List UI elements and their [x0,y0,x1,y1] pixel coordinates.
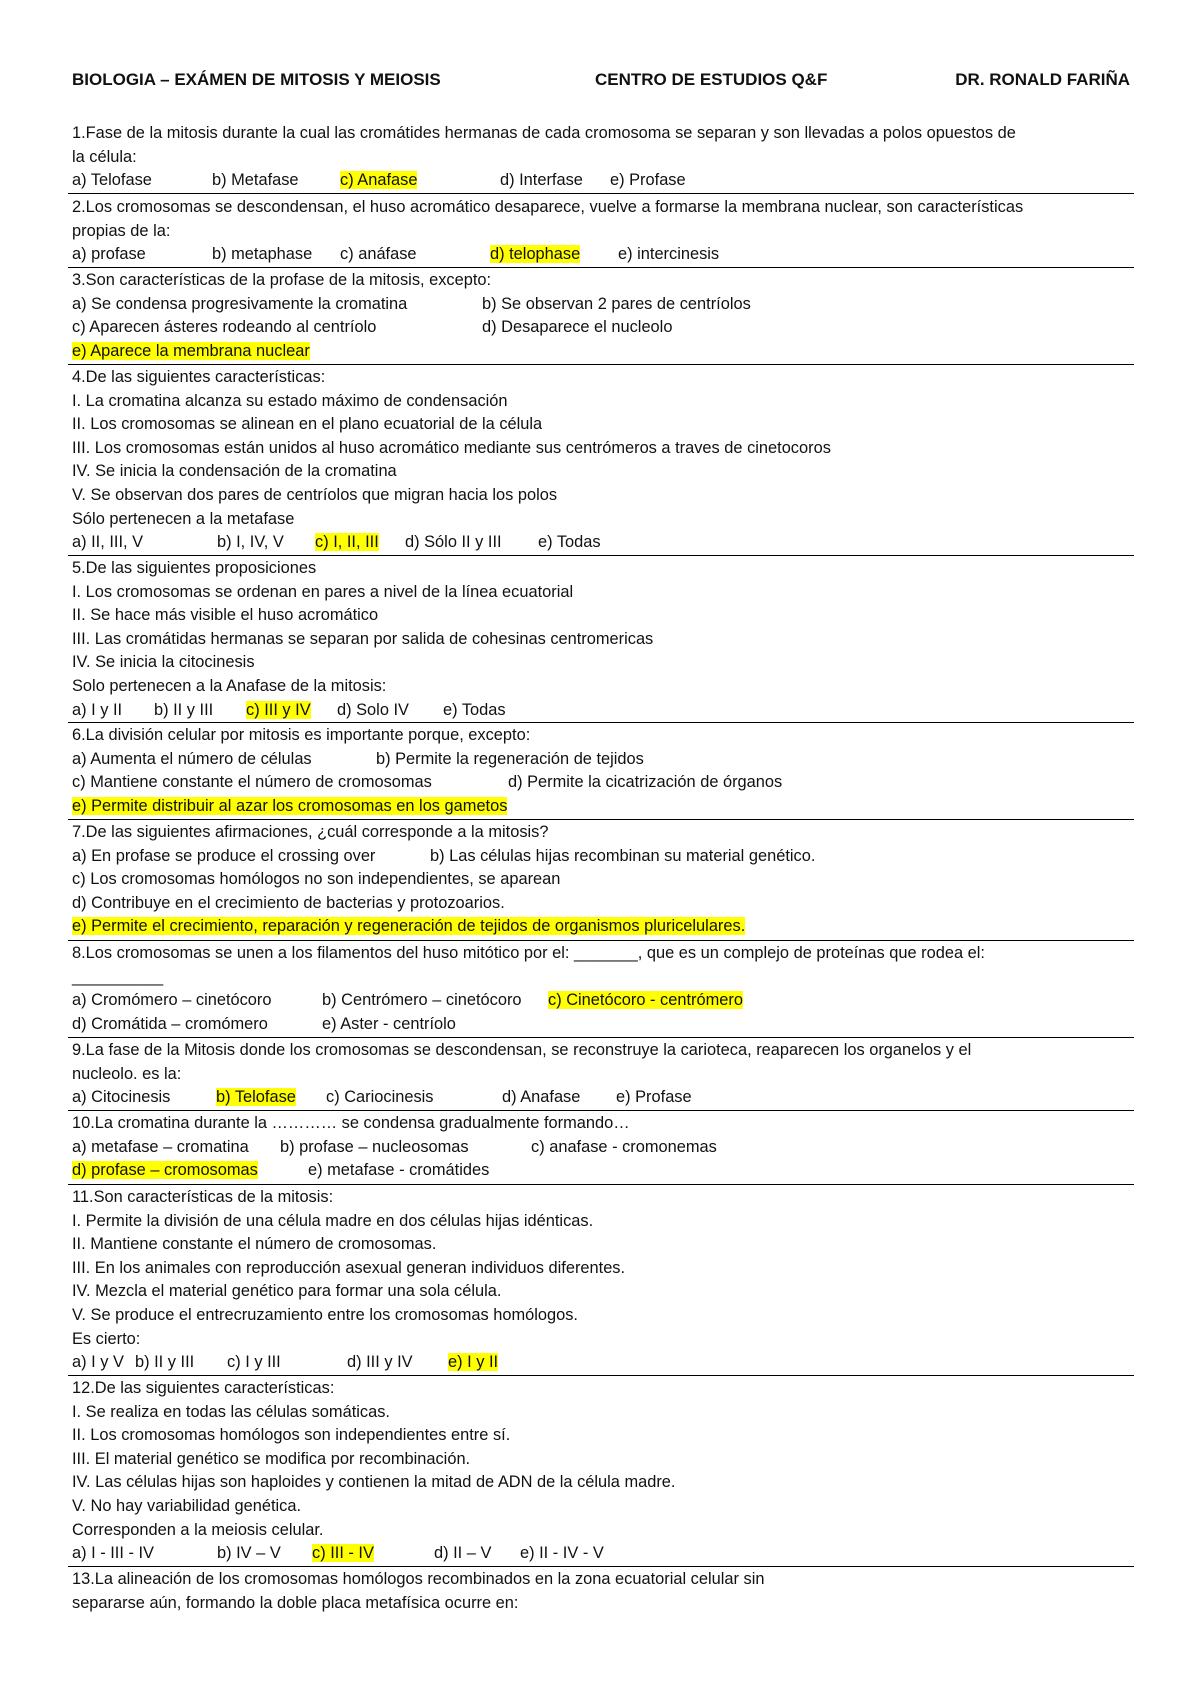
question-separator [68,940,1134,941]
question-text: 7.De las siguientes afirmaciones, ¿cuál corresponde a la mitosis? [72,823,549,841]
option-b: b) II y III [154,700,214,719]
statement-iii: III. Los cromosomas están unidos al huso acromático mediante sus centrómeros a traves de cinetocoros [72,438,831,457]
option-e: e) intercinesis [618,245,720,264]
option-a: a) Cromómero – cinetócoro [72,991,272,1010]
option-c-answer: c) III - IV [312,1544,374,1563]
question-separator [68,819,1134,820]
option-b: b) Metafase [212,171,299,190]
option-b: b) Centrómero – cinetócoro [322,991,522,1010]
option-d: d) III y IV [347,1353,413,1372]
question-3 [72,269,1130,363]
option-d: d) Interfase [500,171,583,190]
option-e-answer: e) Permite el crecimiento, reparación y regeneración de tejidos de organismos pluricelulares. [72,917,746,936]
option-e: e) Profase [610,171,686,190]
option-b: b) II y III [135,1353,195,1372]
statement-v: V. Se produce el entrecruzamiento entre los cromosomas homólogos. [72,1305,578,1324]
option-d: d) Permite la cicatrización de órganos [508,773,783,792]
question-12 [72,1377,1130,1566]
option-a: a) Aumenta el número de células [72,749,312,768]
options-row [72,316,1130,340]
option-d-answer: d) telophase [490,245,581,264]
option-e: e) Aster - centríolo [322,1014,456,1033]
question-6 [72,724,1130,818]
question-4 [72,366,1130,555]
option-c: c) Mantiene constante el número de cromosomas [72,773,432,792]
options-row [72,1013,1130,1037]
options-row [72,771,1130,795]
statement-ii: II. Los cromosomas homólogos son independientes entre sí. [72,1426,511,1445]
options-row [72,340,1130,364]
question-13 [72,1568,1130,1615]
option-d: d) Desaparece el nucleolo [482,318,673,337]
option-a: a) profase [72,245,146,264]
statement-ii: II. Mantiene constante el número de cromosomas. [72,1235,437,1254]
option-d: d) Sólo II y III [405,533,502,552]
question-text: 6.La división celular por mitosis es importante porque, excepto: [72,726,531,744]
question-separator [68,1375,1134,1376]
question-text: 12.De las siguientes características: [72,1379,335,1397]
question-10 [72,1112,1130,1183]
question-text: 4.De las siguientes características: [72,368,326,386]
option-b: b) Se observan 2 pares de centríolos [482,294,751,313]
options-row [72,1136,1130,1160]
options-row [72,1351,1130,1375]
option-b: b) profase – nucleosomas [280,1137,469,1156]
question-text: 8.Los cromosomas se unen a los filamentos del huso mitótico por el: _______, que es un complejo de proteínas que rodea el: [72,944,985,962]
option-c-answer: c) I, II, III [315,533,379,552]
question-1 [72,122,1130,193]
option-c-answer: c) Cinetócoro - centrómero [548,991,743,1010]
statement-v: V. Se observan dos pares de centríolos que migran hacia los polos [72,485,558,504]
options-row [72,1086,1130,1110]
option-b: b) I, IV, V [217,533,284,552]
statement-ii: II. Los cromosomas se alinean en el plano ecuatorial de la célula [72,415,543,434]
option-c: c) anafase - cromonemas [531,1137,717,1156]
option-c-answer: c) III y IV [246,700,311,719]
option-c: c) Aparecen ásteres rodeando al centríolo [72,318,377,337]
option-d: d) Anafase [502,1088,581,1107]
question-8 [72,942,1130,1036]
option-e: e) II - IV - V [520,1544,604,1563]
question-prompt: Corresponden a la meiosis celular. [72,1520,324,1539]
answer-blank: __________ [72,967,164,986]
option-c: c) I y III [227,1353,281,1372]
question-prompt: Solo pertenecen a la Anafase de la mitosis: [72,676,387,695]
option-b: b) metaphase [212,245,313,264]
option-e: e) Profase [616,1088,692,1107]
option-c: c) anáfase [340,245,417,264]
options-row [72,243,1130,267]
question-prompt: Es cierto: [72,1329,141,1348]
question-separator [68,267,1134,268]
statement-iv: IV. Se inicia la citocinesis [72,653,255,672]
question-text: propias de la: [72,221,171,240]
option-e: e) metafase - cromátides [308,1161,490,1180]
options-row [72,845,1130,869]
options-row [72,699,1130,723]
option-a: a) Citocinesis [72,1088,171,1107]
option-a: a) II, III, V [72,533,144,552]
option-b-answer: b) Telofase [216,1088,296,1107]
question-text: la célula: [72,147,137,166]
options-row [72,531,1130,555]
options-row [72,1542,1130,1566]
question-separator [68,364,1134,365]
option-a: a) metafase – cromatina [72,1137,249,1156]
option-a: a) Telofase [72,171,152,190]
options-row [72,915,1130,939]
question-text: nucleolo. es la: [72,1064,182,1083]
option-e-answer: e) Aparece la membrana nuclear [72,341,310,360]
option-b: b) Las células hijas recombinan su material genético. [430,846,816,865]
option-a: a) I - III - IV [72,1544,154,1563]
option-a: a) En profase se produce el crossing over [72,846,376,865]
statement-i: I. La cromatina alcanza su estado máximo de condensación [72,391,508,410]
exam-title: BIOLOGIA – EXÁMEN DE MITOSIS Y MEIOSIS [72,70,441,89]
option-d: d) Contribuye en el crecimiento de bacterias y protozoarios. [72,893,505,912]
statement-i: I. Permite la división de una célula madre en dos células hijas idénticas. [72,1211,594,1230]
statement-iii: III. En los animales con reproducción asexual generan individuos diferentes. [72,1258,626,1277]
question-text: 10.La cromatina durante la ………… se condensa gradualmente formando… [72,1114,630,1132]
option-d: d) Solo IV [337,700,409,719]
question-separator [68,193,1134,194]
options-row [72,293,1130,317]
option-d-answer: d) profase – cromosomas [72,1161,258,1180]
statement-iv: IV. Se inicia la condensación de la cromatina [72,462,397,481]
option-a: a) I y V [72,1353,124,1372]
question-9 [72,1039,1130,1110]
option-d: d) II – V [434,1544,492,1563]
author-name: DR. RONALD FARIÑA [955,70,1130,89]
statement-iii: III. Las cromátidas hermanas se separan por salida de cohesinas centromericas [72,629,654,648]
question-separator [68,1110,1134,1111]
statement-i: I. Los cromosomas se ordenan en pares a nivel de la línea ecuatorial [72,582,574,601]
statement-iv: IV. Las células hijas son haploides y contienen la mitad de ADN de la célula madre. [72,1473,676,1492]
statement-iv: IV. Mezcla el material genético para formar una sola célula. [72,1282,502,1301]
option-c-answer: c) Anafase [340,171,418,190]
option-e: e) Todas [538,533,601,552]
statement-ii: II. Se hace más visible el huso acromático [72,606,379,625]
question-text: 9.La fase de la Mitosis donde los cromosomas se descondensan, se reconstruye la carioteca, reaparecen los organelos y el [72,1041,972,1059]
statement-iii: III. El material genético se modifica por recombinación. [72,1449,471,1468]
question-7 [72,821,1130,939]
question-text: 3.Son características de la profase de la mitosis, excepto: [72,271,492,289]
option-b: b) IV – V [217,1544,281,1563]
options-row [72,795,1130,819]
question-separator [68,1037,1134,1038]
option-b: b) Permite la regeneración de tejidos [376,749,644,768]
question-separator [68,722,1134,723]
statement-i: I. Se realiza en todas las células somáticas. [72,1402,390,1421]
question-separator [68,1566,1134,1567]
question-text: 5.De las siguientes proposiciones [72,559,317,577]
option-c: c) Los cromosomas homólogos no son independientes, se aparean [72,870,561,889]
center-name: CENTRO DE ESTUDIOS Q&F [595,70,828,89]
options-row [72,169,1130,193]
options-row [72,748,1130,772]
option-c: c) Cariocinesis [326,1088,434,1107]
question-text: separarse aún, formando la doble placa metafísica ocurre en: [72,1593,519,1612]
options-row [72,989,1130,1013]
option-e-answer: e) I y II [448,1353,499,1372]
question-11 [72,1186,1130,1375]
option-a: a) Se condensa progresivamente la cromatina [72,294,408,313]
question-text: 13.La alineación de los cromosomas homólogos recombinados en la zona ecuatorial celular sin [72,1570,765,1588]
question-separator [68,555,1134,556]
option-e: e) Todas [443,700,506,719]
option-d: d) Cromátida – cromómero [72,1014,268,1033]
options-row [72,1159,1130,1183]
question-text: 1.Fase de la mitosis durante la cual las cromátides hermanas de cada cromosoma se separan y son llevadas a polos opuestos de [72,124,1016,142]
question-5 [72,557,1130,722]
question-2 [72,196,1130,267]
question-text: 11.Son características de la mitosis: [72,1188,334,1206]
question-prompt: Sólo pertenecen a la metafase [72,509,295,528]
question-separator [68,1184,1134,1185]
option-e-answer: e) Permite distribuir al azar los cromosomas en los gametos [72,796,508,815]
question-text: 2.Los cromosomas se descondensan, el huso acromático desaparece, vuelve a formarse la membrana nuclear, son características [72,198,1024,216]
statement-v: V. No hay variabilidad genética. [72,1496,302,1515]
option-a: a) I y II [72,700,123,719]
